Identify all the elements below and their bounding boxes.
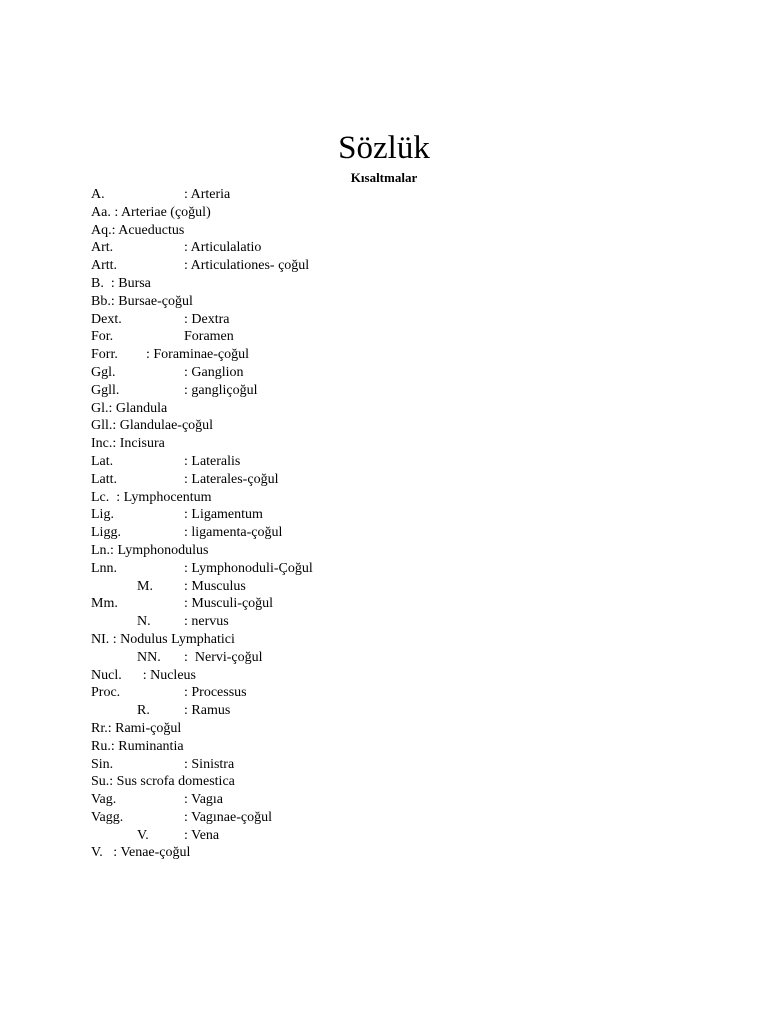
list-item [91, 328, 691, 346]
list-item [91, 844, 691, 862]
definition: : Foraminae-çoğul [146, 347, 250, 363]
list-item [91, 702, 691, 720]
abbreviation: Dext. [91, 311, 122, 327]
list-item [91, 542, 691, 560]
list-item [91, 400, 691, 418]
abbreviation: Forr. [91, 347, 118, 363]
page-title: Sözlük [338, 130, 430, 166]
abbreviation: Ggll. [91, 382, 120, 398]
abbreviation: M. [137, 578, 153, 594]
abbreviation: Ggl. [91, 364, 116, 380]
entry-text: V. : Venae-çoğul [91, 845, 191, 861]
definition: : Vagıa [184, 792, 224, 808]
list-item [91, 667, 691, 685]
definition: : nervus [184, 614, 229, 630]
list-item [91, 382, 691, 400]
list-item [91, 204, 691, 222]
list-item [91, 435, 691, 453]
entry-text: Gl.: Glandula [91, 400, 168, 416]
list-item [91, 613, 691, 631]
list-item [91, 186, 691, 204]
abbreviation: R. [137, 703, 150, 719]
abbreviation: Lnn. [91, 560, 118, 576]
abbreviation: Lig. [91, 507, 114, 523]
list-item [91, 684, 691, 702]
abbreviation: Sin. [91, 756, 114, 772]
list-item [91, 257, 691, 275]
definition: : Vagınae-çoğul [184, 809, 272, 825]
entry-text: B. : Bursa [91, 275, 151, 291]
list-item [91, 489, 691, 507]
entry-text: Ln.: Lymphonodulus [91, 542, 209, 558]
definition: : Arteria [184, 187, 231, 202]
definition: : Ligamentum [184, 507, 263, 523]
list-item [91, 239, 691, 257]
abbreviation: Proc. [91, 685, 121, 701]
list-item [91, 738, 691, 756]
definition: Foramen [184, 329, 234, 345]
section-heading: Kısaltmalar [350, 170, 418, 185]
list-item [91, 560, 691, 578]
list-item [91, 506, 691, 524]
abbreviation: For. [91, 329, 114, 345]
abbreviation-list [91, 186, 691, 862]
definition: : Processus [184, 685, 247, 701]
list-item [91, 222, 691, 240]
abbreviation: N. [137, 614, 151, 630]
abbreviation: Latt. [91, 471, 118, 487]
list-item [91, 275, 691, 293]
list-item [91, 578, 691, 596]
definition: : Ramus [184, 703, 231, 719]
list-item [91, 417, 691, 435]
list-item [91, 453, 691, 471]
definition: : Vena [184, 827, 220, 843]
entry-text: Rr.: Rami-çoğul [91, 720, 182, 736]
list-item [91, 827, 691, 845]
definition: : Lateralis [184, 453, 241, 469]
definition: : ligamenta-çoğul [184, 525, 283, 541]
list-item [91, 311, 691, 329]
abbreviation: Ligg. [91, 525, 121, 541]
abbreviation: Vagg. [91, 809, 124, 825]
entry-text: Lc. : Lymphocentum [91, 489, 212, 505]
list-item [91, 293, 691, 311]
list-item [91, 471, 691, 489]
abbreviation: Vag. [91, 792, 117, 808]
abbreviation: Artt. [91, 258, 118, 274]
abbreviation: Lat. [91, 453, 114, 469]
abbreviation: Art. [91, 240, 114, 256]
list-item [91, 346, 691, 364]
abbreviation: NN. [137, 649, 161, 665]
entry-text: Su.: Sus scrofa domestica [91, 774, 235, 790]
definition: : Sinistra [184, 756, 235, 772]
definition: : Articulalatio [184, 240, 262, 256]
list-item [91, 649, 691, 667]
list-item [91, 364, 691, 382]
entry-text: Ru.: Ruminantia [91, 738, 184, 754]
entry-text: Gll.: Glandulae-çoğul [91, 418, 214, 434]
entry-text: Inc.: Incisura [91, 436, 165, 452]
entry-text: Aa. : Arteriae (çoğul) [91, 204, 211, 220]
definition: : Articulationes- çoğul [184, 258, 310, 274]
list-item [91, 773, 691, 791]
list-item [91, 809, 691, 827]
list-item [91, 720, 691, 738]
definition: : Ganglion [184, 364, 244, 380]
list-item [91, 631, 691, 649]
definition: : Lymphonoduli-Çoğul [184, 560, 313, 576]
abbreviation: Mm. [91, 596, 118, 612]
definition: : Musculus [184, 578, 246, 594]
definition: : Nervi-çoğul [184, 649, 263, 665]
list-item [91, 524, 691, 542]
entry-text: NI. : Nodulus Lymphatici [91, 631, 235, 647]
definition: : gangliçoğul [184, 382, 258, 398]
abbreviation: A. [91, 187, 105, 202]
list-item [91, 756, 691, 774]
definition: : Laterales-çoğul [184, 471, 279, 487]
entry-text: Nucl. : Nucleus [91, 667, 196, 683]
list-item [91, 791, 691, 809]
abbreviation: V. [137, 827, 149, 843]
entry-text: Bb.: Bursae-çoğul [91, 293, 193, 309]
list-item [91, 595, 691, 613]
definition: : Musculi-çoğul [184, 596, 274, 612]
definition: : Dextra [184, 311, 230, 327]
entry-text: Aq.: Acueductus [91, 222, 185, 238]
